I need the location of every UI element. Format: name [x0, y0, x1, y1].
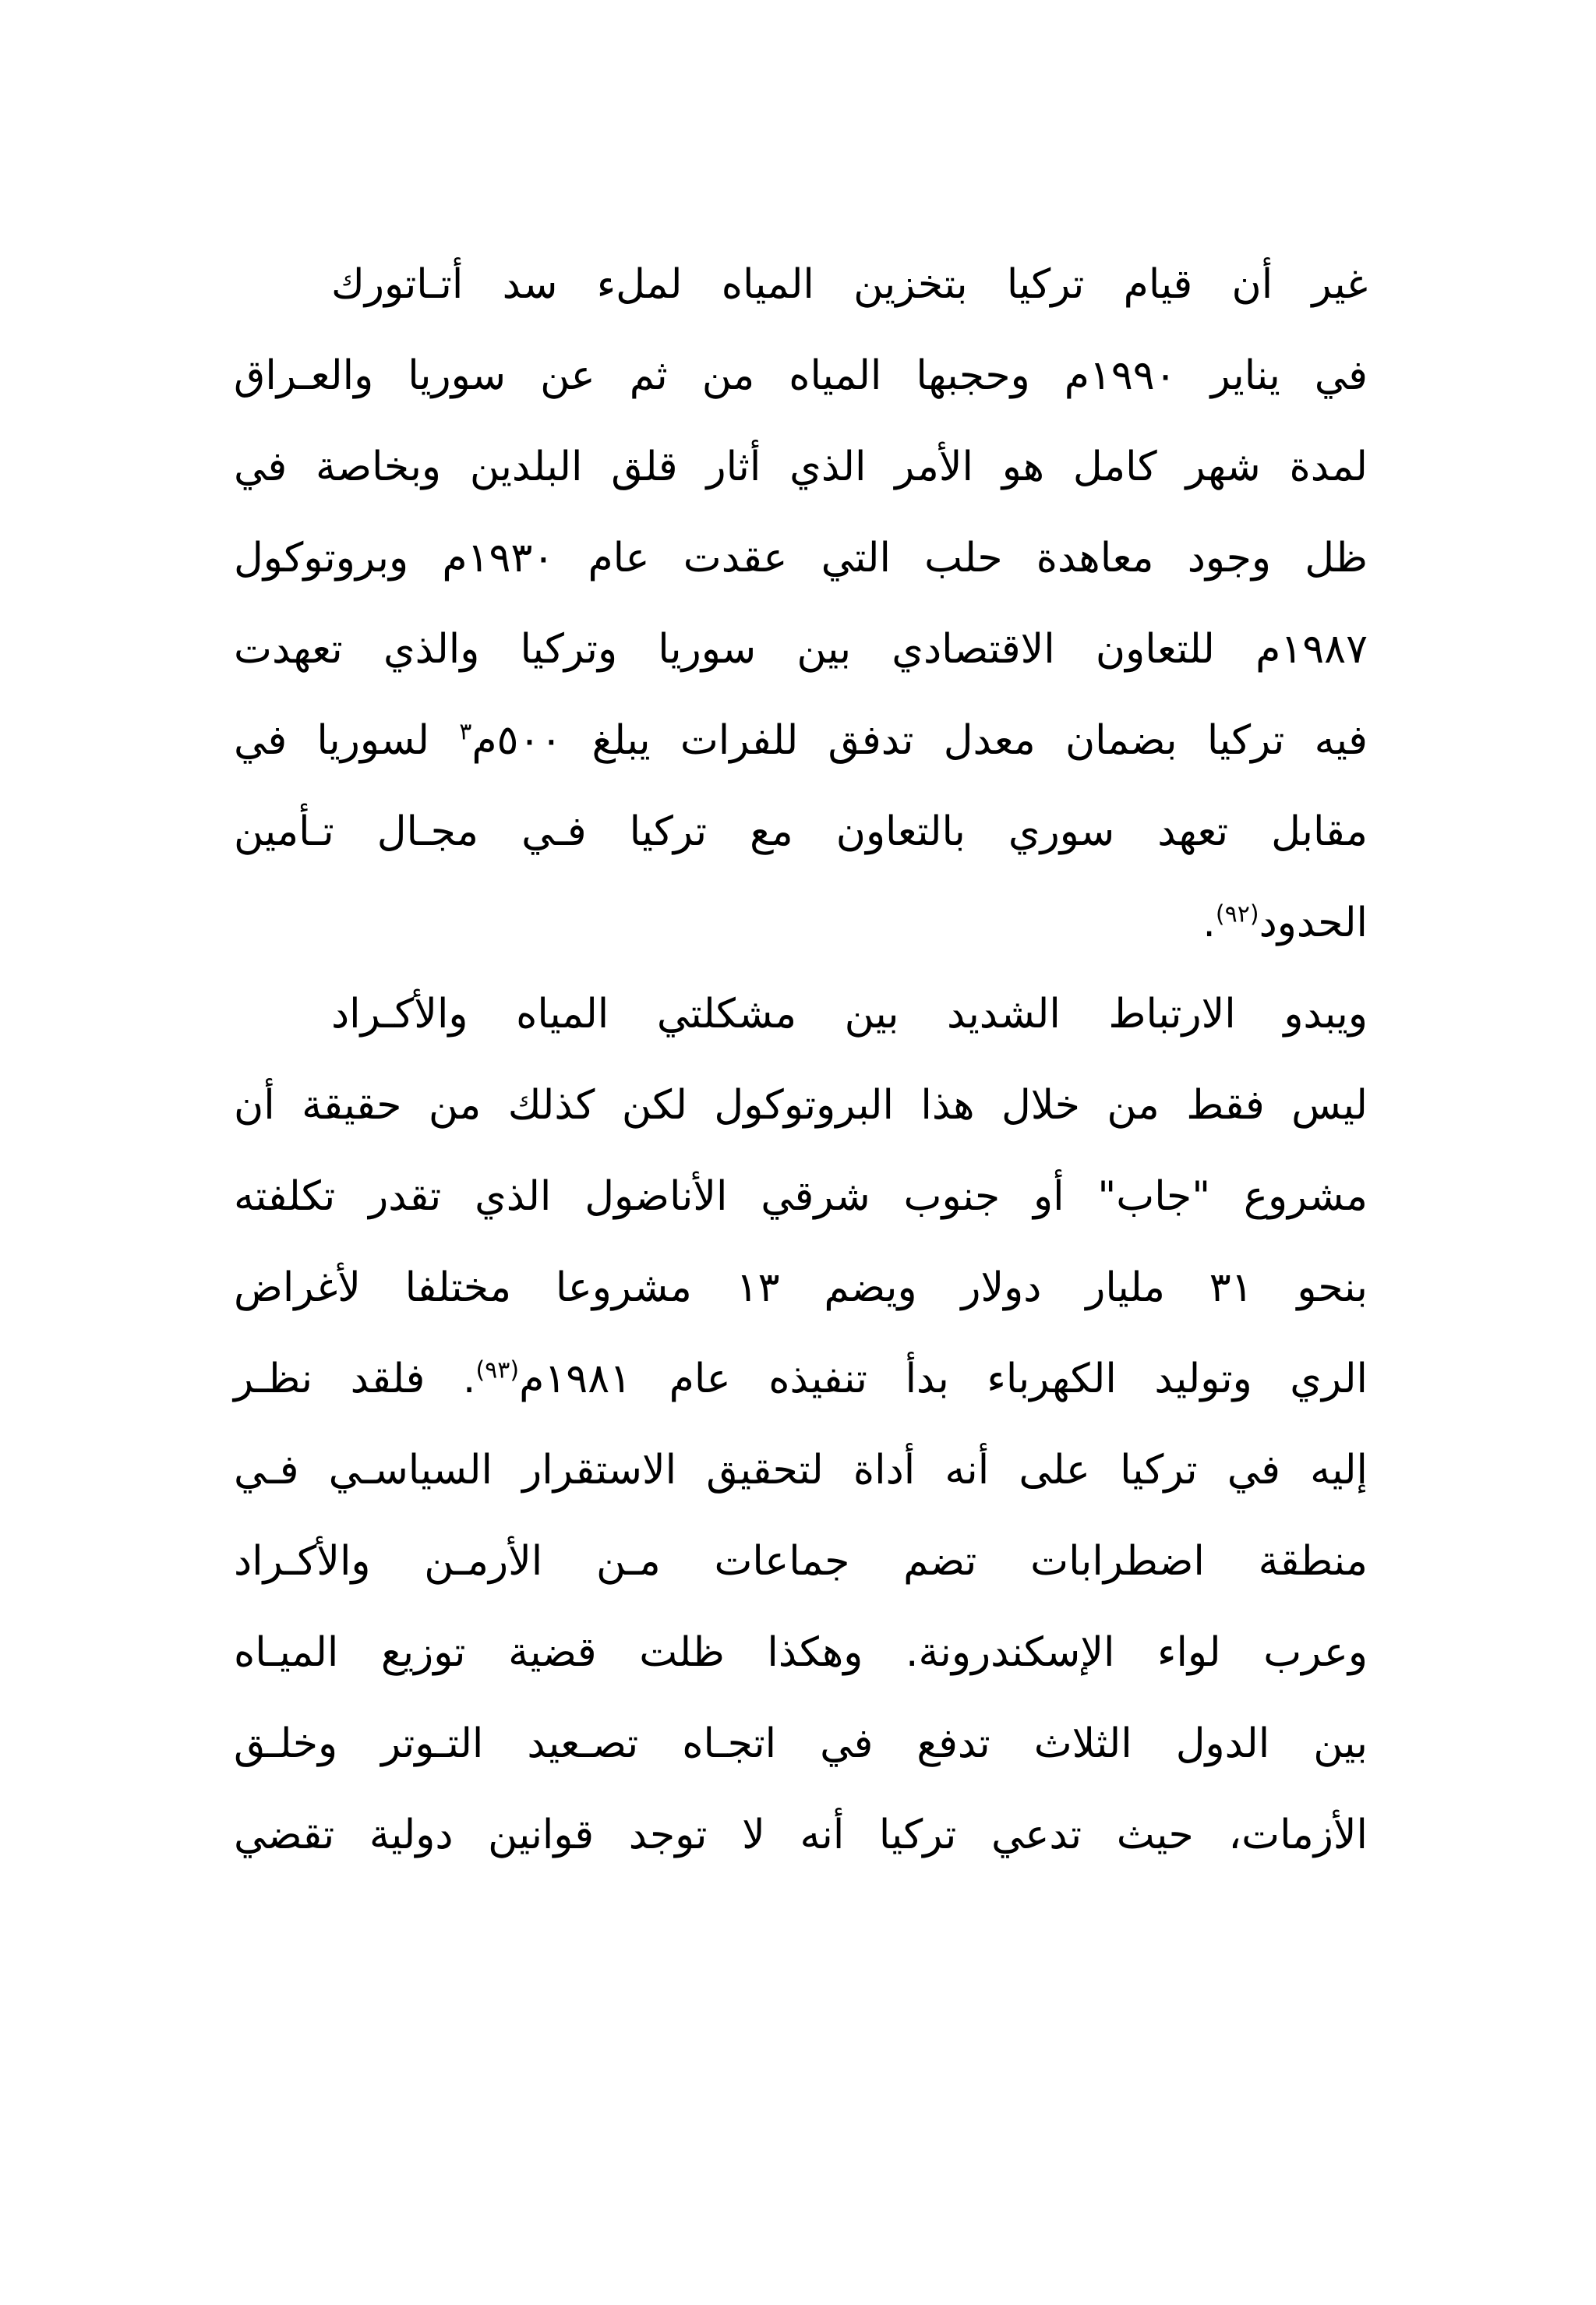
- text-line: لمدة شهر كامل هو الأمر الذي أثار قلق البلدين وبخاصة في: [234, 444, 1368, 490]
- text-run: الحدود: [1259, 900, 1368, 946]
- text-line: [234, 892, 1368, 954]
- text-line: وعرب لواء الإسكندرونة. وهكذا ظلت قضية توزيع الميـاه: [234, 1629, 1368, 1676]
- text-run: لسوريا في: [234, 717, 460, 764]
- superscript-unit: ٣: [459, 718, 472, 746]
- text-line: بنحو ٣١ مليار دولار ويضم ١٣ مشروعا مختلفا لأغراض: [234, 1264, 1368, 1311]
- text-line: بين الدول الثلاث تدفع في اتجـاه تصـعيد التـوتر وخلـق: [234, 1720, 1368, 1767]
- text-run: الري وتوليد الكهرباء بدأ تنفيذه عام ١٩٨١م: [519, 1356, 1368, 1402]
- text-line: مشروع "جاب" أو جنوب شرقي الأناضول الذي تقدر تكلفته: [234, 1173, 1368, 1220]
- text-line: غير أن قيام تركيا بتخزين المياه لملء سد أتـاتورك: [331, 261, 1368, 308]
- text-line: [234, 1348, 1368, 1410]
- text-line: مقابل تعهد سوري بالتعاون مع تركيا فـي مجـال تـأمين: [234, 808, 1368, 855]
- text-line: في يناير ١٩٩٠م وحجبها المياه من ثم عن سوريا والعـراق: [234, 352, 1368, 399]
- text-line: الأزمات، حيث تدعي تركيا أنه لا توجد قوانين دولية تقضي: [234, 1812, 1368, 1858]
- text-line: ويبدو الارتباط الشديد بين مشكلتي المياه والأكـراد: [331, 991, 1368, 1038]
- text-run: فيه تركيا بضمان معدل تدفق للفرات يبلغ ٥٠٠م: [471, 717, 1368, 764]
- text-line: منطقة اضطرابات تضم جماعات مـن الأرمـن والأكـراد: [234, 1538, 1368, 1585]
- text-line: ظل وجود معاهدة حلب التي عقدت عام ١٩٣٠م وبروتوكول: [234, 535, 1368, 582]
- text-line: إليه في تركيا على أنه أداة لتحقيق الاستقرار السياسـي فـي: [234, 1447, 1368, 1494]
- text-run: . فلقد نظـر: [234, 1356, 476, 1402]
- text-run: .: [1202, 900, 1216, 946]
- footnote-ref: (٩٣): [475, 1356, 520, 1384]
- text-line: ليس فقط من خلال هذا البروتوكول لكن كذلك من حقيقة أن: [234, 1082, 1368, 1129]
- footnote-ref: (٩٢): [1215, 900, 1259, 928]
- text-line: ١٩٨٧م للتعاون الاقتصادي بين سوريا وتركيا والذي تعهدت: [234, 626, 1368, 673]
- text-line: [234, 709, 1368, 772]
